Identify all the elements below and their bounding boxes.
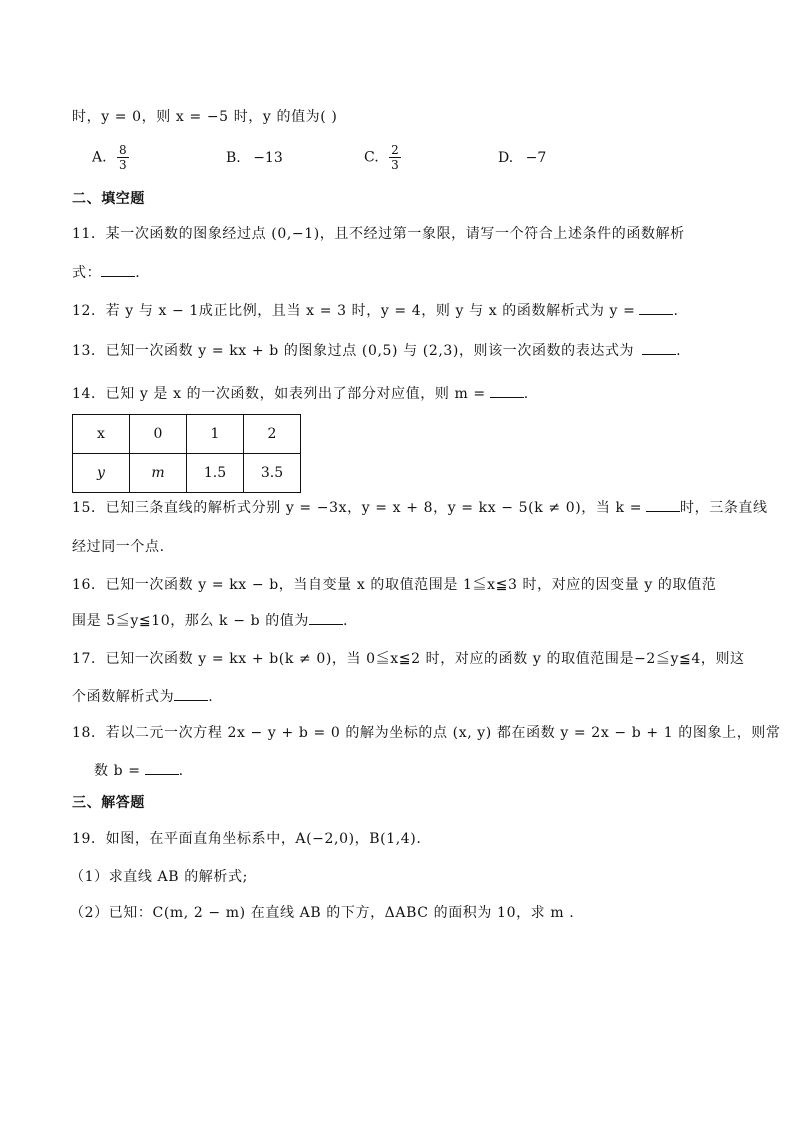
question-14: 14．已知 y 是 x 的一次函数，如表列出了部分对应值，则 m = . <box>72 383 529 403</box>
question-16-line-2: 围是 5≦y≦10，那么 k − b 的值为 . <box>72 610 348 630</box>
question-18-line-1: 18．若以二元一次方程 2x − y + b = 0 的解为坐标的点 (x, y) 都在函数 y = 2x − b + 1 的图象上，则常 <box>72 725 781 741</box>
table-cell: 2 <box>244 415 301 454</box>
table-cell: 1.5 <box>187 454 244 493</box>
q10-option-d[interactable] <box>498 150 546 166</box>
option-text: −7 <box>525 150 547 166</box>
answer-blank[interactable] <box>639 300 673 315</box>
denominator: 3 <box>119 158 127 172</box>
option-text: −13 <box>253 150 283 166</box>
table-cell: m <box>130 454 187 493</box>
option-letter: C. <box>364 149 379 166</box>
q11-prefix: 式： <box>72 265 102 281</box>
question-12: 12．若 y 与 x − 1成正比例，且当 x = 3 时，y = 4，则 y 与 x 的函数解析式为 y = . <box>72 300 679 320</box>
question-19-part-2: （2）已知：C(m, 2 − m) 在直线 AB 的下方，ΔABC 的面积为 10，求 m . <box>70 905 575 921</box>
q14-text: 14．已知 y 是 x 的一次函数，如表列出了部分对应值，则 m = <box>72 386 486 402</box>
question-19-part-1: （1）求直线 AB 的解析式; <box>70 869 248 885</box>
numerator: 2 <box>391 143 399 157</box>
fraction <box>389 143 401 172</box>
table-row <box>73 454 301 493</box>
question-17-line-2: 个函数解析式为 . <box>72 686 213 706</box>
q10-tail: 时，y = 0，则 x = −5 时，y 的值为( ) <box>72 109 338 125</box>
option-letter: D. <box>498 150 514 166</box>
table-cell: 3.5 <box>244 454 301 493</box>
q15-text-a: 15．已知三条直线的解析式分别 y = −3x，y = x + 8，y = kx − 5(k ≠ 0)，当 k = <box>72 500 643 516</box>
q16-text: 围是 5≦y≦10，那么 k − b 的值为 <box>72 613 309 629</box>
answer-blank[interactable] <box>642 340 676 355</box>
q17-text: 个函数解析式为 <box>72 689 175 705</box>
q10-option-a[interactable] <box>92 143 129 172</box>
numerator: 8 <box>119 143 127 157</box>
table-row <box>73 415 301 454</box>
option-letter: A. <box>92 149 107 166</box>
question-16-line-1: 16．已知一次函数 y = kx − b，当自变量 x 的取值范围是 1≦x≦3 时，对应的因变量 y 的取值范 <box>72 577 717 593</box>
option-letter: B. <box>226 150 241 166</box>
question-15-line-1 <box>72 497 768 517</box>
question-13: 13．已知一次函数 y = kx + b 的图象过点 (0,5) 与 (2,3)，则该一次函数的表达式为 . <box>72 340 681 360</box>
answer-blank[interactable] <box>101 262 135 277</box>
section-2-title: 二、填空题 <box>72 191 145 207</box>
fraction <box>117 143 129 172</box>
answer-blank[interactable] <box>145 760 179 775</box>
value-table <box>72 414 301 493</box>
table-cell: y <box>73 454 130 493</box>
answer-blank[interactable] <box>646 497 680 512</box>
answer-blank[interactable] <box>174 686 208 701</box>
table-cell: 1 <box>187 415 244 454</box>
q10-option-c[interactable] <box>364 143 401 172</box>
question-15-line-2: 经过同一个点. <box>72 539 165 555</box>
q12-text: 12．若 y 与 x − 1成正比例，且当 x = 3 时，y = 4，则 y 与 x 的函数解析式为 y = <box>72 303 636 319</box>
table-cell: 0 <box>130 415 187 454</box>
q18-text: 数 b = <box>94 763 141 779</box>
q13-text: 13．已知一次函数 y = kx + b 的图象过点 (0,5) 与 (2,3)，则该一次函数的表达式为 <box>72 343 635 359</box>
question-18-line-2: 数 b = . <box>94 760 184 780</box>
q15-text-b: 时，三条直线 <box>680 500 768 516</box>
answer-blank[interactable] <box>490 383 524 398</box>
denominator: 3 <box>391 158 399 172</box>
question-11-line-2: 式： . <box>72 262 140 282</box>
question-19: 19．如图，在平面直角坐标系中，A(−2,0)，B(1,4). <box>72 831 422 847</box>
q10-option-b[interactable] <box>226 150 283 166</box>
table-cell: x <box>73 415 130 454</box>
question-17-line-1: 17．已知一次函数 y = kx + b(k ≠ 0)，当 0≦x≦2 时，对应的函数 y 的取值范围是−2≦y≦4，则这 <box>72 651 745 667</box>
answer-blank[interactable] <box>309 610 343 625</box>
question-11-line-1: 11．某一次函数的图象经过点 (0,−1)，且不经过第一象限，请写一个符合上述条件的函数解析 <box>72 226 685 242</box>
section-3-title: 三、解答题 <box>72 795 145 811</box>
